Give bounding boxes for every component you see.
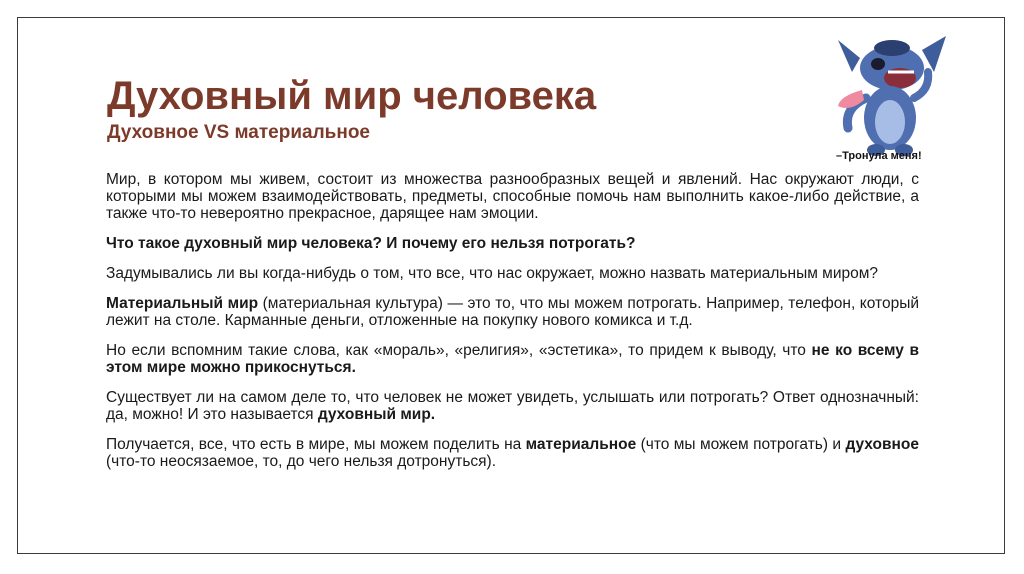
question-text: Что такое духовный мир человека? И почему его нельзя потрогать? xyxy=(106,235,636,252)
paragraph-intro: Мир, в котором мы живем, состоит из множества разнообразных вещей и явлений. Нас окружают люди, с которыми мы можем взаимодействовать, предметы, способные помочь нам выполнить какое-либо действие, а также что-то невероятно прекрасное, дарящее нам эмоции. xyxy=(106,171,919,222)
paragraph-material-definition xyxy=(106,295,919,329)
material-term: материальное xyxy=(525,436,637,453)
material-definition-text: (материальная культура) — это то, что мы можем потрогать. Например, телефон, который лежит на столе. Карманные деньги, отложенные на покупку нового комикса и т.д. xyxy=(106,295,919,329)
spiritual-question-text: Существует ли на самом деле то, что человек не может увидеть, услышать или потрогать? Ответ однозначный: да, можно! И это называется xyxy=(106,389,919,423)
spiritual-world-term: духовный мир. xyxy=(317,406,436,423)
image-caption: –Тронула меня! xyxy=(836,150,922,162)
slide-subtitle: Духовное VS материальное xyxy=(107,122,370,143)
slide-title: Духовный мир человека xyxy=(107,74,597,118)
paragraph-spiritual-world xyxy=(106,389,919,423)
paragraph-question xyxy=(106,235,919,252)
spiritual-term: духовное xyxy=(845,436,919,453)
slide-body xyxy=(106,171,919,483)
morality-text: Но если вспомним такие слова, как «мораль», «религия», «эстетика», то придем к выводу, что xyxy=(106,342,812,359)
paragraph-material-world: Задумывались ли вы когда-нибудь о том, что все, что нас окружает, можно назвать материальным миром? xyxy=(106,265,879,282)
material-world-term: Материальный мир xyxy=(106,295,259,312)
conclusion-text-mid: (что мы можем потрогать) и xyxy=(636,436,846,453)
morality-conclusion: не ко всему в этом мире можно прикоснуться. xyxy=(106,342,920,376)
conclusion-text-start: Получается, все, что есть в мире, мы можем поделить на xyxy=(106,436,526,453)
conclusion-text-end: (что-то неосязаемое, то, до чего нельзя дотронуться). xyxy=(106,453,497,470)
paragraph-conclusion xyxy=(106,436,919,470)
stitch-illustration xyxy=(830,28,950,168)
paragraph-morality xyxy=(106,342,919,376)
